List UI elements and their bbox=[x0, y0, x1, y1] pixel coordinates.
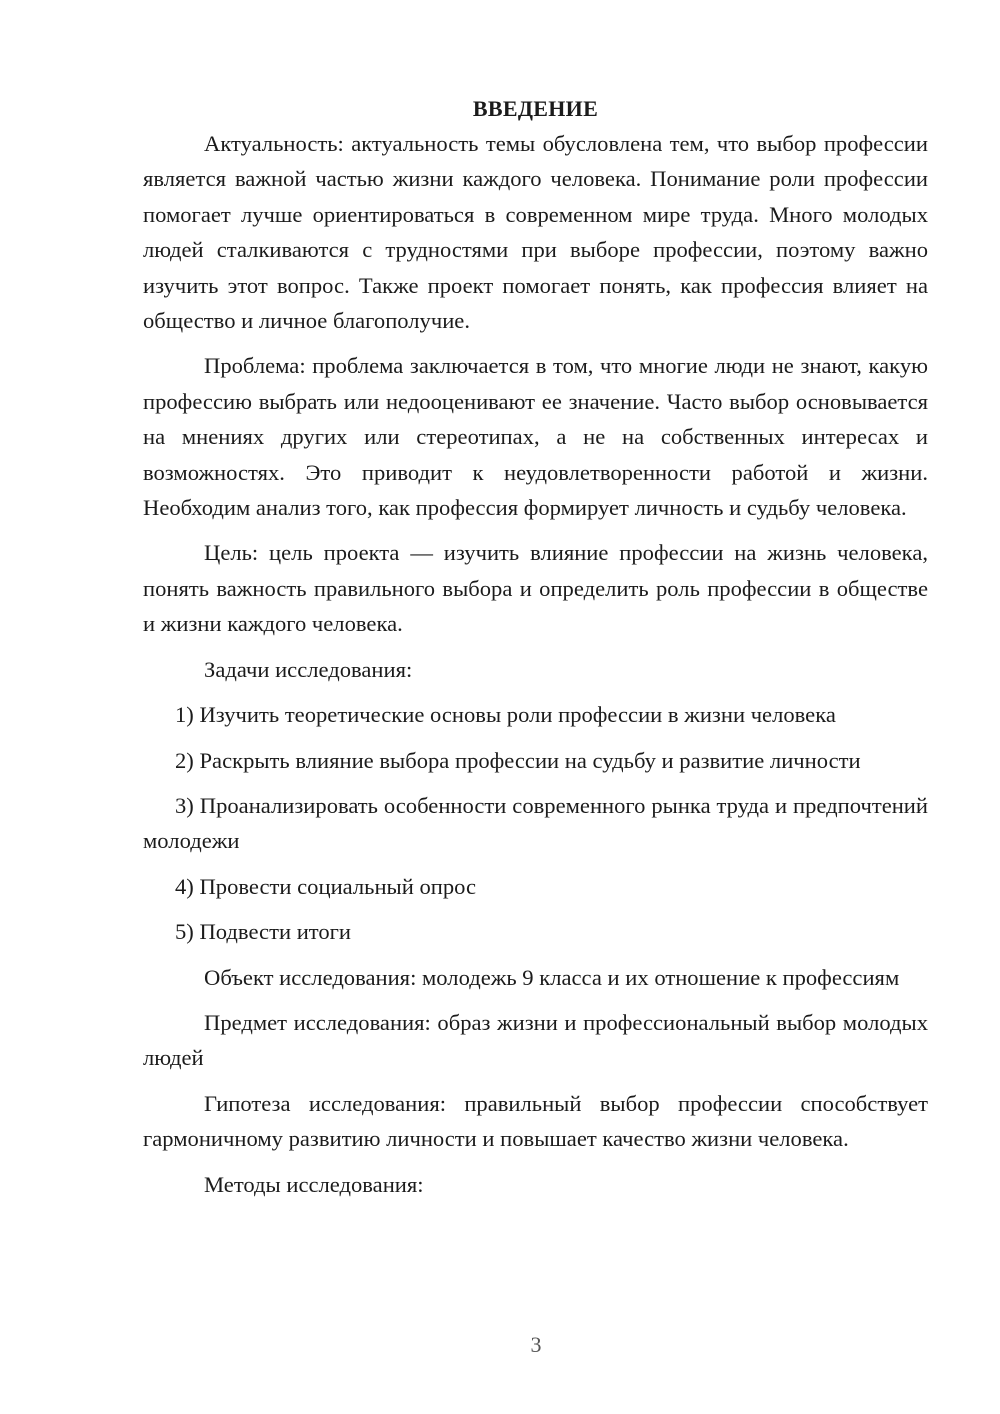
task-item: 5) Подвести итоги bbox=[175, 919, 352, 945]
paragraph-relevance: Актуальность: актуальность темы обусловлена тем, что выбор профессии является важной частью жизни каждого человека. Понимание роли профессии помогает лучше ориентироваться в современном мире труда. Много молодых людей сталкиваются с трудностями при выборе профессии, поэтому важно изучить этот вопрос. Также проект помогает понять, как профессия влияет на общество и личное благополучие. bbox=[143, 131, 928, 334]
paragraph-methods: Методы исследования: bbox=[204, 1171, 424, 1197]
paragraph-goal: Цель: цель проекта — изучить влияние профессии на жизнь человека, понять важность правильного выбора и определить роль профессии в обществе и жизни каждого человека. bbox=[143, 540, 928, 637]
task-item: 2) Раскрыть влияние выбора профессии на судьбу и развитие личности bbox=[175, 747, 861, 773]
document-title: ВВЕДЕНИЕ bbox=[472, 96, 599, 121]
paragraph-subject: Предмет исследования: образ жизни и профессиональный выбор молодых людей bbox=[143, 1009, 928, 1071]
task-item: 4) Провести социальный опрос bbox=[175, 873, 477, 899]
page-number: 3 bbox=[530, 1332, 542, 1357]
task-item: 1) Изучить теоретические основы роли профессии в жизни человека bbox=[175, 702, 836, 728]
paragraph-tasks-heading: Задачи исследования: bbox=[204, 656, 413, 682]
document-page bbox=[143, 92, 928, 1212]
paragraph-hypothesis: Гипотеза исследования: правильный выбор профессии способствует гармоничному развитию личности и повышает качество жизни человека. bbox=[143, 1090, 928, 1152]
paragraph-problem: Проблема: проблема заключается в том, что многие люди не знают, какую профессию выбрать или недооценивают ее значение. Часто выбор основывается на мнениях других или стереотипах, а не на собственных интересах и возможностях. Это приводит к неудовлетворенности работой и жизни. Необходим анализ того, как профессия формирует личность и судьбу человека. bbox=[143, 353, 928, 521]
task-item: 3) Проанализировать особенности современного рынка труда и предпочтений молодежи bbox=[143, 792, 928, 854]
paragraph-object: Объект исследования: молодежь 9 класса и их отношение к профессиям bbox=[204, 964, 900, 990]
